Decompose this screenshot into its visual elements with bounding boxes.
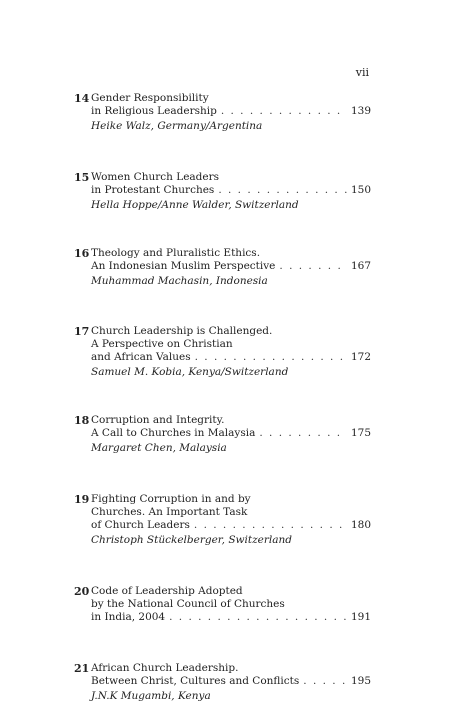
chapter-title-line: Churches. An Important Task [91, 506, 248, 518]
chapter-title-line: and African Values [91, 351, 191, 363]
toc-entry-21 [74, 662, 371, 703]
chapter-number: 15 [74, 171, 90, 184]
dot-leader [194, 519, 347, 532]
chapter-title-line: Corruption and Integrity. [91, 414, 225, 426]
chapter-title-leader-line [91, 519, 371, 532]
chapter-title-line: Theology and Pluralistic Ethics. [91, 247, 261, 259]
chapter-title-line: Fighting Corruption in and by [91, 493, 251, 505]
chapter-number: 19 [74, 493, 90, 506]
chapter-number: 17 [74, 325, 90, 338]
chapter-author: Muhammad Machasin, Indonesia [91, 275, 268, 287]
chapter-title-leader-line [91, 105, 371, 118]
chapter-title-line: A Perspective on Christian [91, 338, 233, 350]
toc-entry-17 [74, 325, 371, 379]
chapter-author: Samuel M. Kobia, Kenya/Switzerland [91, 366, 289, 378]
dot-leader [303, 675, 347, 688]
dot-leader [195, 351, 347, 364]
chapter-author: Margaret Chen, Malaysia [91, 442, 227, 454]
chapter-title-leader-line [91, 351, 371, 364]
chapter-title-leader-line [91, 184, 371, 197]
dot-leader [259, 427, 347, 440]
chapter-number: 14 [74, 92, 90, 105]
chapter-author: Hella Hoppe/Anne Walder, Switzerland [91, 199, 299, 211]
chapter-title-line: in Protestant Churches [91, 184, 215, 196]
chapter-number: 18 [74, 414, 90, 427]
page-reference: 139 [350, 105, 371, 117]
page-reference: 180 [350, 519, 371, 531]
dot-leader [169, 611, 347, 624]
page-reference: 167 [350, 260, 371, 272]
chapter-title-leader-line [91, 260, 371, 273]
dot-leader [221, 105, 347, 118]
chapter-author: Christoph Stückelberger, Switzerland [91, 534, 292, 546]
table-of-contents [74, 92, 371, 703]
chapter-title-line: Between Christ, Cultures and Conflicts [91, 675, 300, 687]
page-number: vii [355, 66, 369, 79]
chapter-title-line: A Call to Churches in Malaysia [91, 427, 256, 439]
chapter-title-leader-line [91, 675, 371, 688]
dot-leader [279, 260, 347, 273]
chapter-title-line: African Church Leadership. [91, 662, 239, 674]
toc-entry-14 [74, 92, 371, 133]
chapter-author: Heike Walz, Germany/Argentina [91, 120, 263, 132]
toc-entry-19 [74, 493, 371, 547]
page-reference: 150 [350, 184, 371, 196]
chapter-title-line: in India, 2004 [91, 611, 166, 623]
page-reference: 191 [350, 611, 371, 623]
chapter-title-line: Gender Responsibility [91, 92, 209, 104]
chapter-number: 21 [74, 662, 90, 675]
chapter-title-line: An Indonesian Muslim Perspective [91, 260, 276, 272]
page-reference: 195 [350, 675, 371, 687]
chapter-title-line: Church Leadership is Challenged. [91, 325, 273, 337]
toc-entry-18 [74, 414, 371, 455]
dot-leader [218, 184, 347, 197]
chapter-title-line: Code of Leadership Adopted [91, 585, 243, 597]
toc-entry-15 [74, 171, 371, 212]
chapter-title-line: in Religious Leadership [91, 105, 217, 117]
chapter-title-line: Women Church Leaders [91, 171, 220, 183]
chapter-title-leader-line [91, 611, 371, 624]
page-reference: 172 [350, 351, 371, 363]
chapter-author: J.N.K Mugambi, Kenya [91, 690, 211, 702]
toc-entry-20 [74, 585, 371, 624]
toc-entry-16 [74, 247, 371, 288]
chapter-title-line: by the National Council of Churches [91, 598, 285, 610]
chapter-title-line: of Church Leaders [91, 519, 190, 531]
chapter-number: 20 [74, 585, 90, 598]
chapter-title-leader-line [91, 427, 371, 440]
page-reference: 175 [350, 427, 371, 439]
chapter-number: 16 [74, 247, 90, 260]
